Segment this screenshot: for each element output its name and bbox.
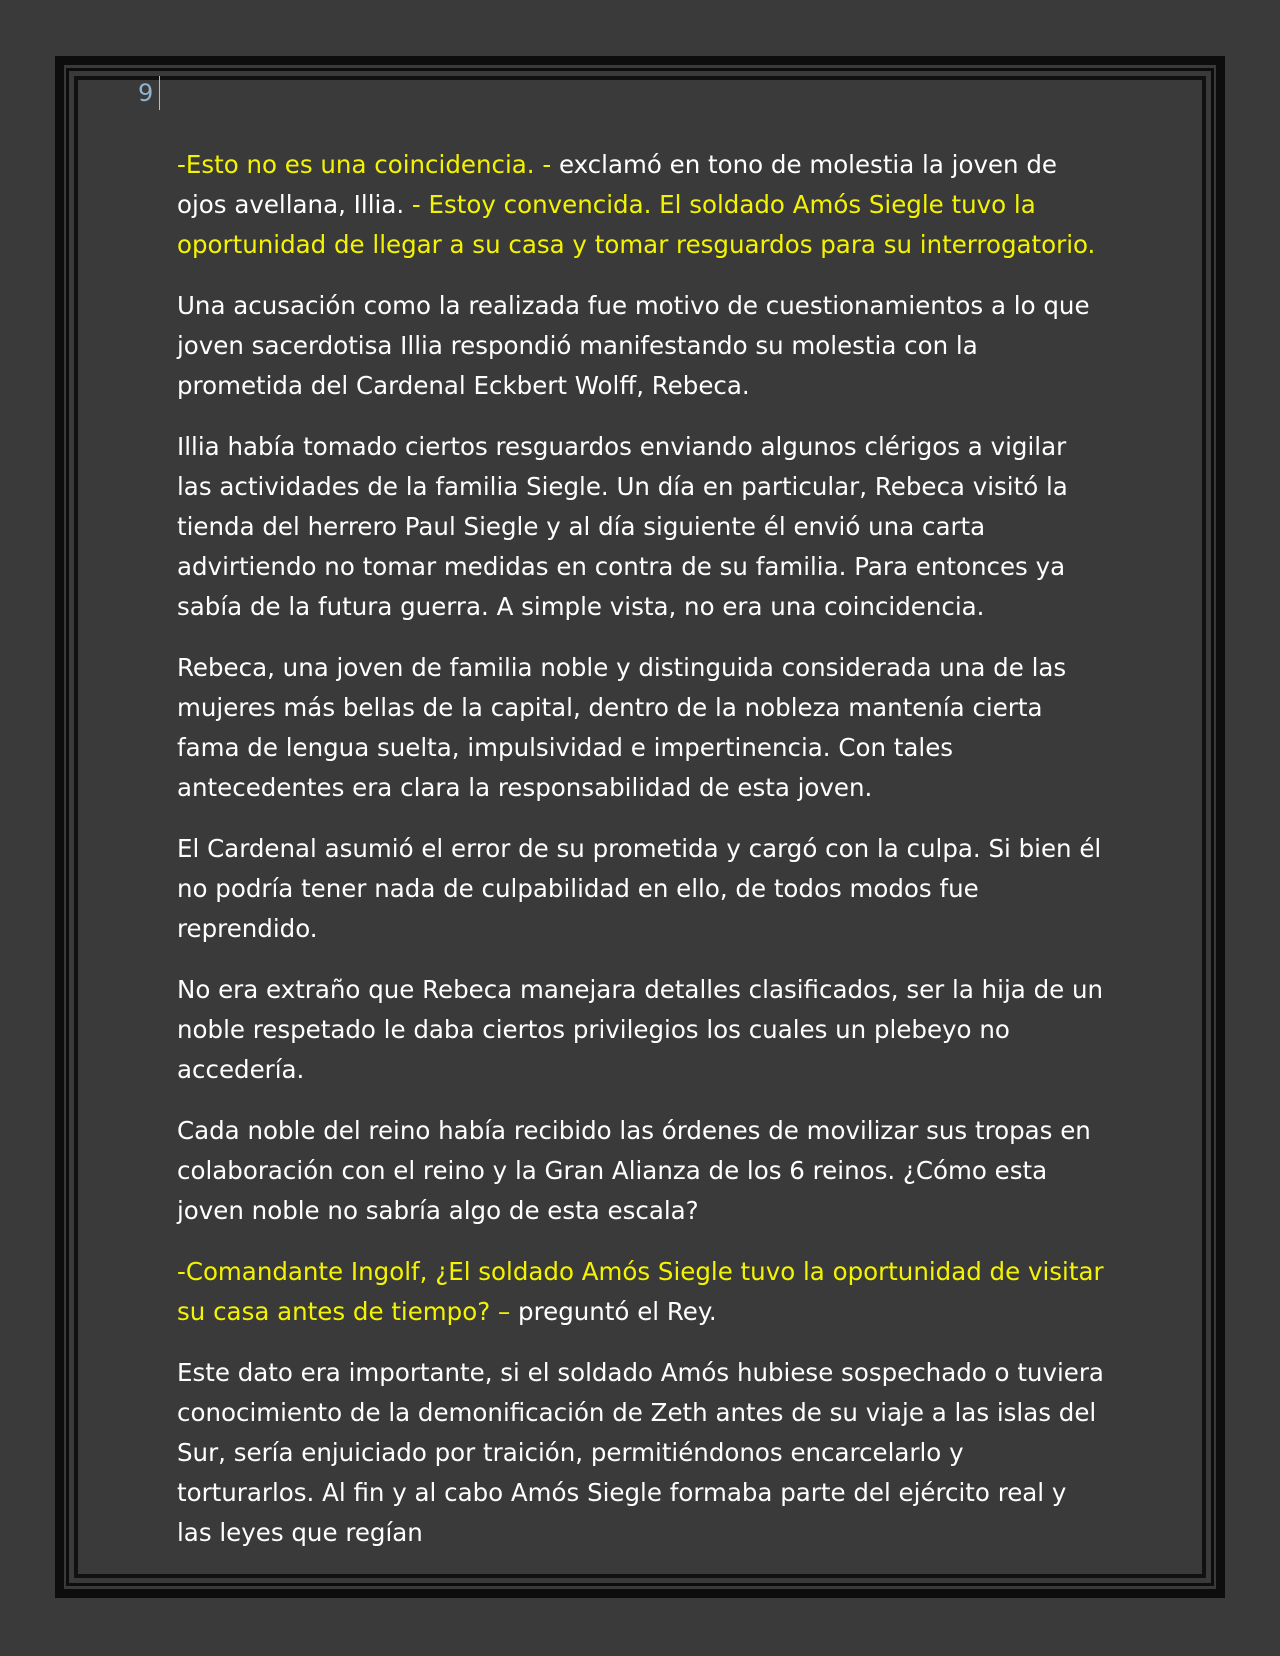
paragraph: Cada noble del reino había recibido las órdenes de movilizar sus tropas en colaboración con el reino y la Gran Alianza de los 6 reinos. ¿Cómo esta joven noble no sabría algo de esta escala? (177, 1116, 1091, 1225)
paragraph: No era extraño que Rebeca manejara detalles clasificados, ser la hija de un noble respetado le daba ciertos privilegios los cuales un plebeyo no accedería. (177, 975, 1104, 1084)
page-content (177, 145, 1107, 1574)
paragraph: Rebeca, una joven de familia noble y distinguida considerada una de las mujeres más bellas de la capital, dentro de la nobleza mantenía cierta fama de lengua suelta, impulsividad e impertinencia. Con tales antecedentes era clara la responsabilidad de esta joven. (177, 653, 1067, 802)
narration-text: preguntó el Rey. (510, 1297, 717, 1326)
paragraph: Illia había tomado ciertos resguardos enviando algunos clérigos a vigilar las actividades de la familia Siegle. Un día en particular, Rebeca visitó la tienda del herrero Paul Siegle y al día siguiente él envió una carta advirtiendo no tomar medidas en contra de su familia. Para entonces ya sabía de la futura guerra. A simple vista, no era una coincidencia. (177, 432, 1068, 621)
paragraph: Este dato era importante, si el soldado Amós hubiese sospechado o tuviera conocimiento de la demonificación de Zeth antes de su viaje a las islas del Sur, sería enjuiciado por traición, permitiéndonos encarcelarlo y torturarlos. Al fin y al cabo Amós Siegle formaba parte del ejército real y las leyes que regían (177, 1358, 1104, 1547)
dialogue-text: - Estoy convencida. El soldado Amós Siegle tuvo la oportunidad de llegar a su casa y tomar resguardos para su interrogatorio. (177, 190, 1096, 259)
narration-text: exclamó en tono de molestia la joven de ojos avellana, Illia. (177, 150, 1057, 219)
dialogue-text: -Comandante Ingolf, ¿El soldado Amós Siegle tuvo la oportunidad de visitar su casa antes de tiempo? – (177, 1257, 1104, 1326)
paragraph: El Cardenal asumió el error de su prometida y cargó con la culpa. Si bien él no podría tener nada de culpabilidad en ello, de todos modos fue reprendido. (177, 834, 1102, 943)
dialogue-text: -Esto no es una coincidencia. - (177, 150, 552, 179)
page-number: 9 (138, 76, 160, 110)
paragraph: Una acusación como la realizada fue motivo de cuestionamientos a lo que joven sacerdotisa Illia respondió manifestando su molestia con la prometida del Cardenal Eckbert Wolff, Rebeca. (177, 291, 1090, 400)
paragraph-dialogue-illia (177, 145, 1107, 265)
paragraph-dialogue-king (177, 1252, 1107, 1332)
